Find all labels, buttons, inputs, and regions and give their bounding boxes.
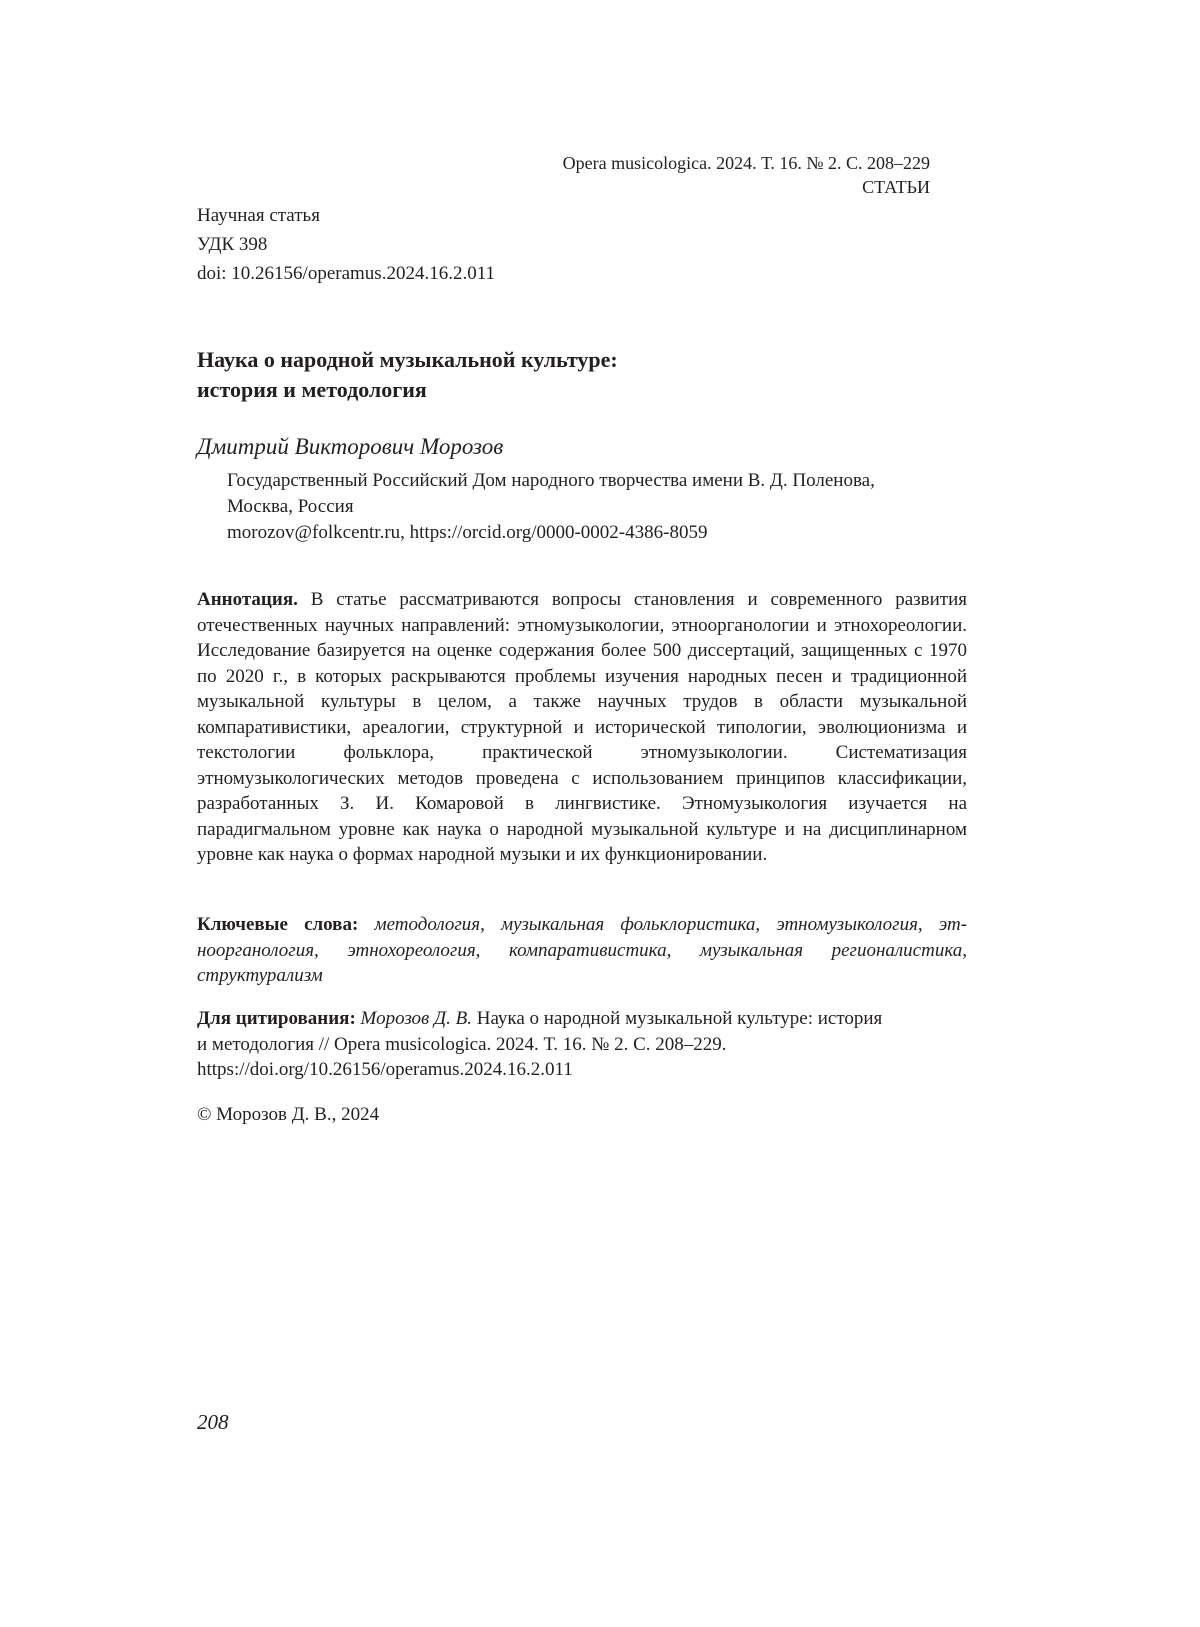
abstract-text: В статье рассматриваются вопросы становления и современного разви­тия отечественных научных направлений: этномузыкологии, этноорганологии и эт­нохореологии. Исследование базируется на оценке содержания более 500 диссертаций, защищенных с 1970 по 2020 г., в которых раскрываются проблемы изучения народных песен и традиционной музыкальной культуры в целом, а также научных трудов в об­ласти музыкальной компаративистики, ареалогии, структурной и исторической ти­пологии, эволюционизма и текстологии фольклора, практической этномузыкологии. Систематизация этномузыкологических методов проведена с использованием прин­ципов классификации, разработанных З. И. Комаровой в лингвистике. Этномузыко­логия изучается на парадигмальном уровне как наука о народной музыкальной куль­туре и на дисциплинарном уровне как наука о формах народной музыки и их функ­ционировании. — [197, 589, 967, 865]
journal-reference: Opera musicologica. 2024. Т. 16. № 2. С. 208–229 — [563, 151, 930, 175]
article-title — [197, 345, 957, 405]
title-line-2: история и методология — [197, 375, 957, 405]
affiliation-line-1: Государственный Российский Дом народного творчества имени В. Д. Поленова, — [227, 468, 957, 494]
author-name: Дмитрий Викторович Морозов — [197, 434, 503, 460]
running-head — [563, 151, 930, 199]
keywords-text: методология, музыкальная фольклористика, этномузыкология, эт­ноорганология, этнохореология, компаративистика, музыкальная регионалистика, структурализм — [197, 914, 967, 986]
abstract — [197, 587, 967, 868]
citation-line-1 — [197, 1006, 967, 1032]
udc-code: УДК 398 — [197, 230, 495, 259]
citation-label: Для цитирования: — [197, 1008, 356, 1029]
keywords — [197, 912, 967, 989]
abstract-label: Аннотация. — [197, 589, 298, 610]
keywords-label: Ключевые слова: — [197, 914, 358, 935]
citation-title-start: Наука о народной музыкальной культуре: история — [477, 1008, 883, 1029]
article-type: Научная статья — [197, 201, 495, 230]
citation-author: Морозов Д. В. — [361, 1008, 472, 1029]
author-contacts: morozov@folkcentr.ru, https://orcid.org/0000-0002-4386-8059 — [227, 520, 957, 546]
page-number: 208 — [197, 1410, 229, 1435]
title-line-1: Наука о народной музыкальной культуре: — [197, 345, 957, 375]
citation-doi-link: https://doi.org/10.26156/operamus.2024.16.2.011 — [197, 1057, 967, 1083]
citation — [197, 1006, 967, 1083]
article-page — [0, 0, 1200, 1627]
section-label: СТАТЬИ — [563, 175, 930, 199]
copyright-notice: © Морозов Д. В., 2024 — [197, 1104, 379, 1126]
citation-line-2: и методология // Opera musicologica. 2024. Т. 16. № 2. С. 208–229. — [197, 1032, 967, 1058]
doi: doi: 10.26156/operamus.2024.16.2.011 — [197, 259, 495, 288]
author-affiliation — [227, 468, 957, 546]
affiliation-line-2: Москва, Россия — [227, 494, 957, 520]
article-meta — [197, 201, 495, 288]
